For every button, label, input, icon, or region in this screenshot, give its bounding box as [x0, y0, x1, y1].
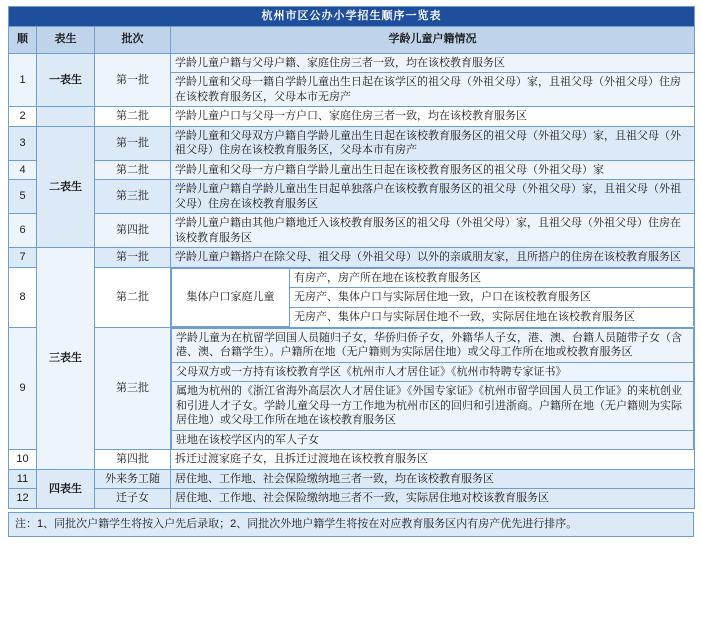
row-number: 6	[9, 214, 37, 248]
group-label-spacer	[37, 107, 95, 127]
batch-label: 第四批	[95, 214, 171, 248]
row-number: 5	[9, 180, 37, 214]
row-description: 学龄儿童户籍自学龄儿童出生日起单独落户在该校教育服务区的祖父母（外祖父母）家，且祖父母（外祖父母）住房在该校教育服务区	[171, 180, 695, 214]
row8-item: 有房产，房产所在地在该校教育服务区	[290, 268, 694, 288]
batch-label: 第二批	[95, 267, 171, 327]
row-description: 学龄儿童户籍与父母户籍、家庭住房三者一致，均在该校教育服务区	[171, 53, 695, 73]
group-label-sibiao: 四表生	[37, 469, 95, 508]
table-row	[9, 107, 695, 127]
batch-label: 第一批	[95, 53, 171, 107]
row9-item: 父母双方或一方持有该校教育学区《杭州市人才居住证》《杭州市特聘专家证书》	[172, 362, 694, 382]
row-description: 居住地、工作地、社会保险缴纳地三者一致，均在该校教育服务区	[171, 469, 695, 489]
group-label-erbiao: 二表生	[37, 126, 95, 248]
table-row	[9, 126, 695, 160]
header-batch: 批次	[95, 26, 171, 53]
batch-label: 第二批	[95, 160, 171, 180]
row-description: 学龄儿童户籍搭户在除父母、祖父母（外祖父母）以外的亲戚朋友家，且所搭户的住房在该校教育服务区	[171, 248, 695, 268]
row-description: 学龄儿童户籍由其他户籍地迁入该校教育服务区的祖父母（外祖父母）家，且祖父母（外祖父母）住房在该校教育服务区	[171, 214, 695, 248]
table-footnote: 注：1、同批次户籍学生将按入户先后录取；2、同批次外地户籍学生将按在对应教育服务区内有房产优先进行排序。	[8, 512, 694, 537]
row-description: 拆迁过渡家庭子女，且拆迁过渡地在该校教育服务区	[171, 450, 695, 470]
group-label-sanbiao: 三表生	[37, 248, 95, 470]
header-category: 表生	[37, 26, 95, 53]
group-label-yibiao: 一表生	[37, 53, 95, 107]
table-row	[9, 53, 695, 73]
row-number: 10	[9, 450, 37, 470]
row8-cell	[171, 267, 695, 327]
row9-cell	[171, 327, 695, 450]
row8-label: 集体户口家庭儿童	[172, 268, 290, 326]
table-row	[9, 450, 695, 470]
row9-subtable	[171, 328, 694, 450]
table-row	[9, 180, 695, 214]
row-number: 11	[9, 469, 37, 489]
row-number: 2	[9, 107, 37, 127]
batch-label: 第一批	[95, 126, 171, 160]
row-number: 4	[9, 160, 37, 180]
row-number: 1	[9, 53, 37, 107]
batch-label: 第三批	[95, 327, 171, 450]
row-number: 3	[9, 126, 37, 160]
table-row	[9, 489, 695, 509]
table-row	[9, 327, 695, 450]
row-description: 学龄儿童和父母双方户籍自学龄儿童出生日起在该校教育服务区的祖父母（外祖父母）家，且祖父母（外祖父母）住房在该校教育服务区，父母本市有房产	[171, 126, 695, 160]
admission-order-table	[8, 6, 695, 509]
batch-label: 第二批	[95, 107, 171, 127]
table-row	[9, 160, 695, 180]
row9-item: 学龄儿童为在杭留学回国人员随归子女，华侨归侨子女，外籍华人子女，港、澳、台籍人员随带子女（含港、澳、台籍学生）。户籍所在地（无户籍则为实际居住地）或父母工作所在地或校教育服务区	[172, 328, 694, 362]
row-number: 12	[9, 489, 37, 509]
row8-item: 无房产、集体户口与实际居住地一致，户口在该校教育服务区	[290, 288, 694, 308]
row9-item: 属地为杭州的《浙江省海外高层次人才居住证》《外国专家证》《杭州市留学回国人员工作证》的来杭创业和引进人才子女。学龄儿童父母一方工作地为杭州市区的回归和引进浙商。户籍所在地（无户籍则为实际居住地）或父母工作所在地在该校教育服务区	[172, 382, 694, 431]
table-row	[9, 267, 695, 327]
page-title: 杭州市区公办小学招生顺序一览表	[9, 7, 695, 27]
table-row	[9, 469, 695, 489]
header-order: 顺	[9, 26, 37, 53]
row8-subtable	[171, 268, 694, 327]
row-description: 学龄儿童和父母一方户籍自学龄儿童出生日起在该校教育服务区的祖父母（外祖父母）家	[171, 160, 695, 180]
table-row	[9, 248, 695, 268]
row-number: 9	[9, 327, 37, 450]
batch-label: 第三批	[95, 180, 171, 214]
row-description: 居住地、工作地、社会保险缴纳地三者不一致，实际居住地对校该教育服务区	[171, 489, 695, 509]
table-row	[9, 214, 695, 248]
row-number: 7	[9, 248, 37, 268]
table-header-row	[9, 26, 695, 53]
row-description: 学龄儿童户口与父母一方户口、家庭住房三者一致，均在该校教育服务区	[171, 107, 695, 127]
batch-label: 第四批	[95, 450, 171, 470]
batch-label-move: 迁子女	[95, 489, 171, 509]
row9-item: 驻地在该校学区内的军人子女	[172, 430, 694, 449]
row8-item: 无房产、集体户口与实际居住地不一致，实际居住地在该校教育服务区	[290, 307, 694, 326]
batch-label-out: 外来务工随	[95, 469, 171, 489]
row-description: 学龄儿童和父母一籍自学龄儿童出生日起在该学区的祖父母（外祖父母）家，且祖父母（外祖父母）住房在该校教育服务区，父母本市无房产	[171, 73, 695, 107]
batch-label: 第一批	[95, 248, 171, 268]
table-title-row	[9, 7, 695, 27]
row-number: 8	[9, 267, 37, 327]
header-situation: 学龄儿童户籍情况	[171, 26, 695, 53]
